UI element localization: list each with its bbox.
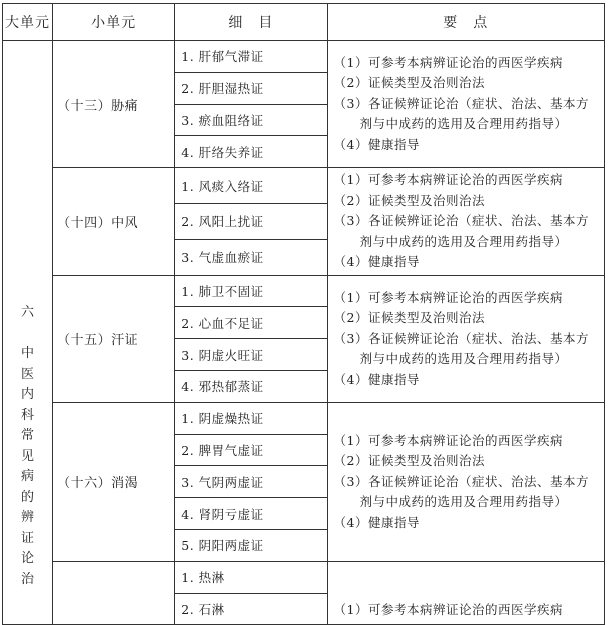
detail-cell: 4. 肝络失养证: [175, 136, 327, 168]
point-item: （3）各证候辨证论治（症状、治法、基本方剂与中成药的选用及合理用药指导）: [333, 330, 589, 367]
big-unit-title-char: 的: [21, 489, 35, 505]
detail-cell: 3. 阴虚火旺证: [175, 339, 327, 371]
big-unit-title-char: 科: [21, 407, 35, 423]
big-unit-cell: [3, 41, 53, 625]
big-unit-title-char: 证: [21, 530, 35, 546]
point-item: （1）可参考本病辨证论治的西医学疾病: [333, 601, 563, 617]
point-item: （1）可参考本病辨证论治的西医学疾病: [333, 432, 563, 448]
points-cell: [327, 41, 604, 168]
detail-cell: 1. 热淋: [175, 561, 327, 593]
points-cell: [327, 168, 604, 276]
point-item: （2）证候类型及治则治法: [333, 310, 485, 326]
big-unit-title-char: 病: [21, 469, 35, 484]
big-unit-title-char: 常: [21, 428, 35, 443]
small-unit-cell: [53, 561, 175, 625]
table-row: [3, 41, 605, 73]
detail-cell: 1. 肝郁气滞证: [175, 41, 327, 73]
point-item: （2）证候类型及治则治法: [333, 192, 485, 208]
point-item: （1）可参考本病辨证论治的西医学疾病: [333, 289, 563, 305]
detail-cell: 4. 肾阴亏虚证: [175, 498, 327, 530]
detail-cell: 4. 邪热郁蒸证: [175, 371, 327, 403]
table-row: [3, 168, 605, 204]
detail-cell: 1. 阴虚燥热证: [175, 402, 327, 434]
point-item: （3）各证候辨证论治（症状、治法、基本方剂与中成药的选用及合理用药指导）: [333, 95, 589, 132]
small-unit-cell: （十六）消渴: [53, 402, 175, 561]
detail-cell: 3. 气阴两虚证: [175, 466, 327, 498]
small-unit-cell: （十三）胁痛: [53, 41, 175, 168]
detail-cell: 2. 肝胆湿热证: [175, 72, 327, 104]
header-small-unit: 小单元: [53, 4, 175, 41]
point-item: （2）证候类型及治则治法: [333, 453, 485, 469]
point-item: （4）健康指导: [333, 254, 420, 270]
detail-cell: 2. 风阳上扰证: [175, 204, 327, 240]
detail-cell: 2. 脾胃气虚证: [175, 434, 327, 466]
point-item: （4）健康指导: [333, 136, 420, 152]
detail-cell: 1. 肺卫不固证: [175, 275, 327, 307]
big-unit-title-char: 中: [21, 346, 35, 361]
big-unit-title-char: 论: [21, 551, 35, 566]
big-unit-title-char: 见: [21, 448, 35, 464]
point-item: （2）证候类型及治则治法: [333, 75, 485, 91]
points-cell: [327, 402, 604, 561]
small-unit-cell: （十五）汗证: [53, 275, 175, 402]
detail-cell: 1. 风痰入络证: [175, 168, 327, 204]
big-unit-number: 六: [21, 305, 35, 320]
header-points: 要 点: [327, 4, 604, 41]
point-item: （3）各证候辨证论治（症状、治法、基本方剂与中成药的选用及合理用药指导）: [333, 213, 589, 249]
big-unit-title-char: 内: [21, 387, 35, 402]
header-big-unit: 大单元: [3, 4, 53, 41]
table-row: [3, 275, 605, 307]
detail-cell: 2. 心血不足证: [175, 307, 327, 339]
detail-cell: 3. 气虚血瘀证: [175, 239, 327, 275]
header-row: [3, 4, 605, 41]
small-unit-cell: （十四）中风: [53, 168, 175, 276]
syllabus-table: [2, 3, 605, 625]
big-unit-title-char: 治: [21, 571, 35, 587]
table-row: [3, 561, 605, 593]
table-row: [3, 402, 605, 434]
point-item: （1）可参考本病辨证论治的西医学疾病: [333, 54, 563, 70]
header-detail: 细 目: [175, 4, 327, 41]
big-unit-spacer: [3, 324, 52, 345]
big-unit-title-char: 辨: [21, 510, 35, 525]
detail-cell: 5. 阴阳两虚证: [175, 530, 327, 562]
detail-cell: 3. 瘀血阻络证: [175, 104, 327, 136]
detail-cell: 2. 石淋: [175, 593, 327, 625]
points-cell: [327, 275, 604, 402]
point-item: （1）可参考本病辨证论治的西医学疾病: [333, 172, 563, 188]
big-unit-title-char: 医: [21, 366, 35, 382]
point-item: （4）健康指导: [333, 371, 420, 387]
point-item: （3）各证候辨证论治（症状、治法、基本方剂与中成药的选用及合理用药指导）: [333, 473, 589, 510]
points-cell: [327, 561, 604, 625]
point-item: （4）健康指导: [333, 514, 420, 530]
table-body: [3, 41, 605, 625]
